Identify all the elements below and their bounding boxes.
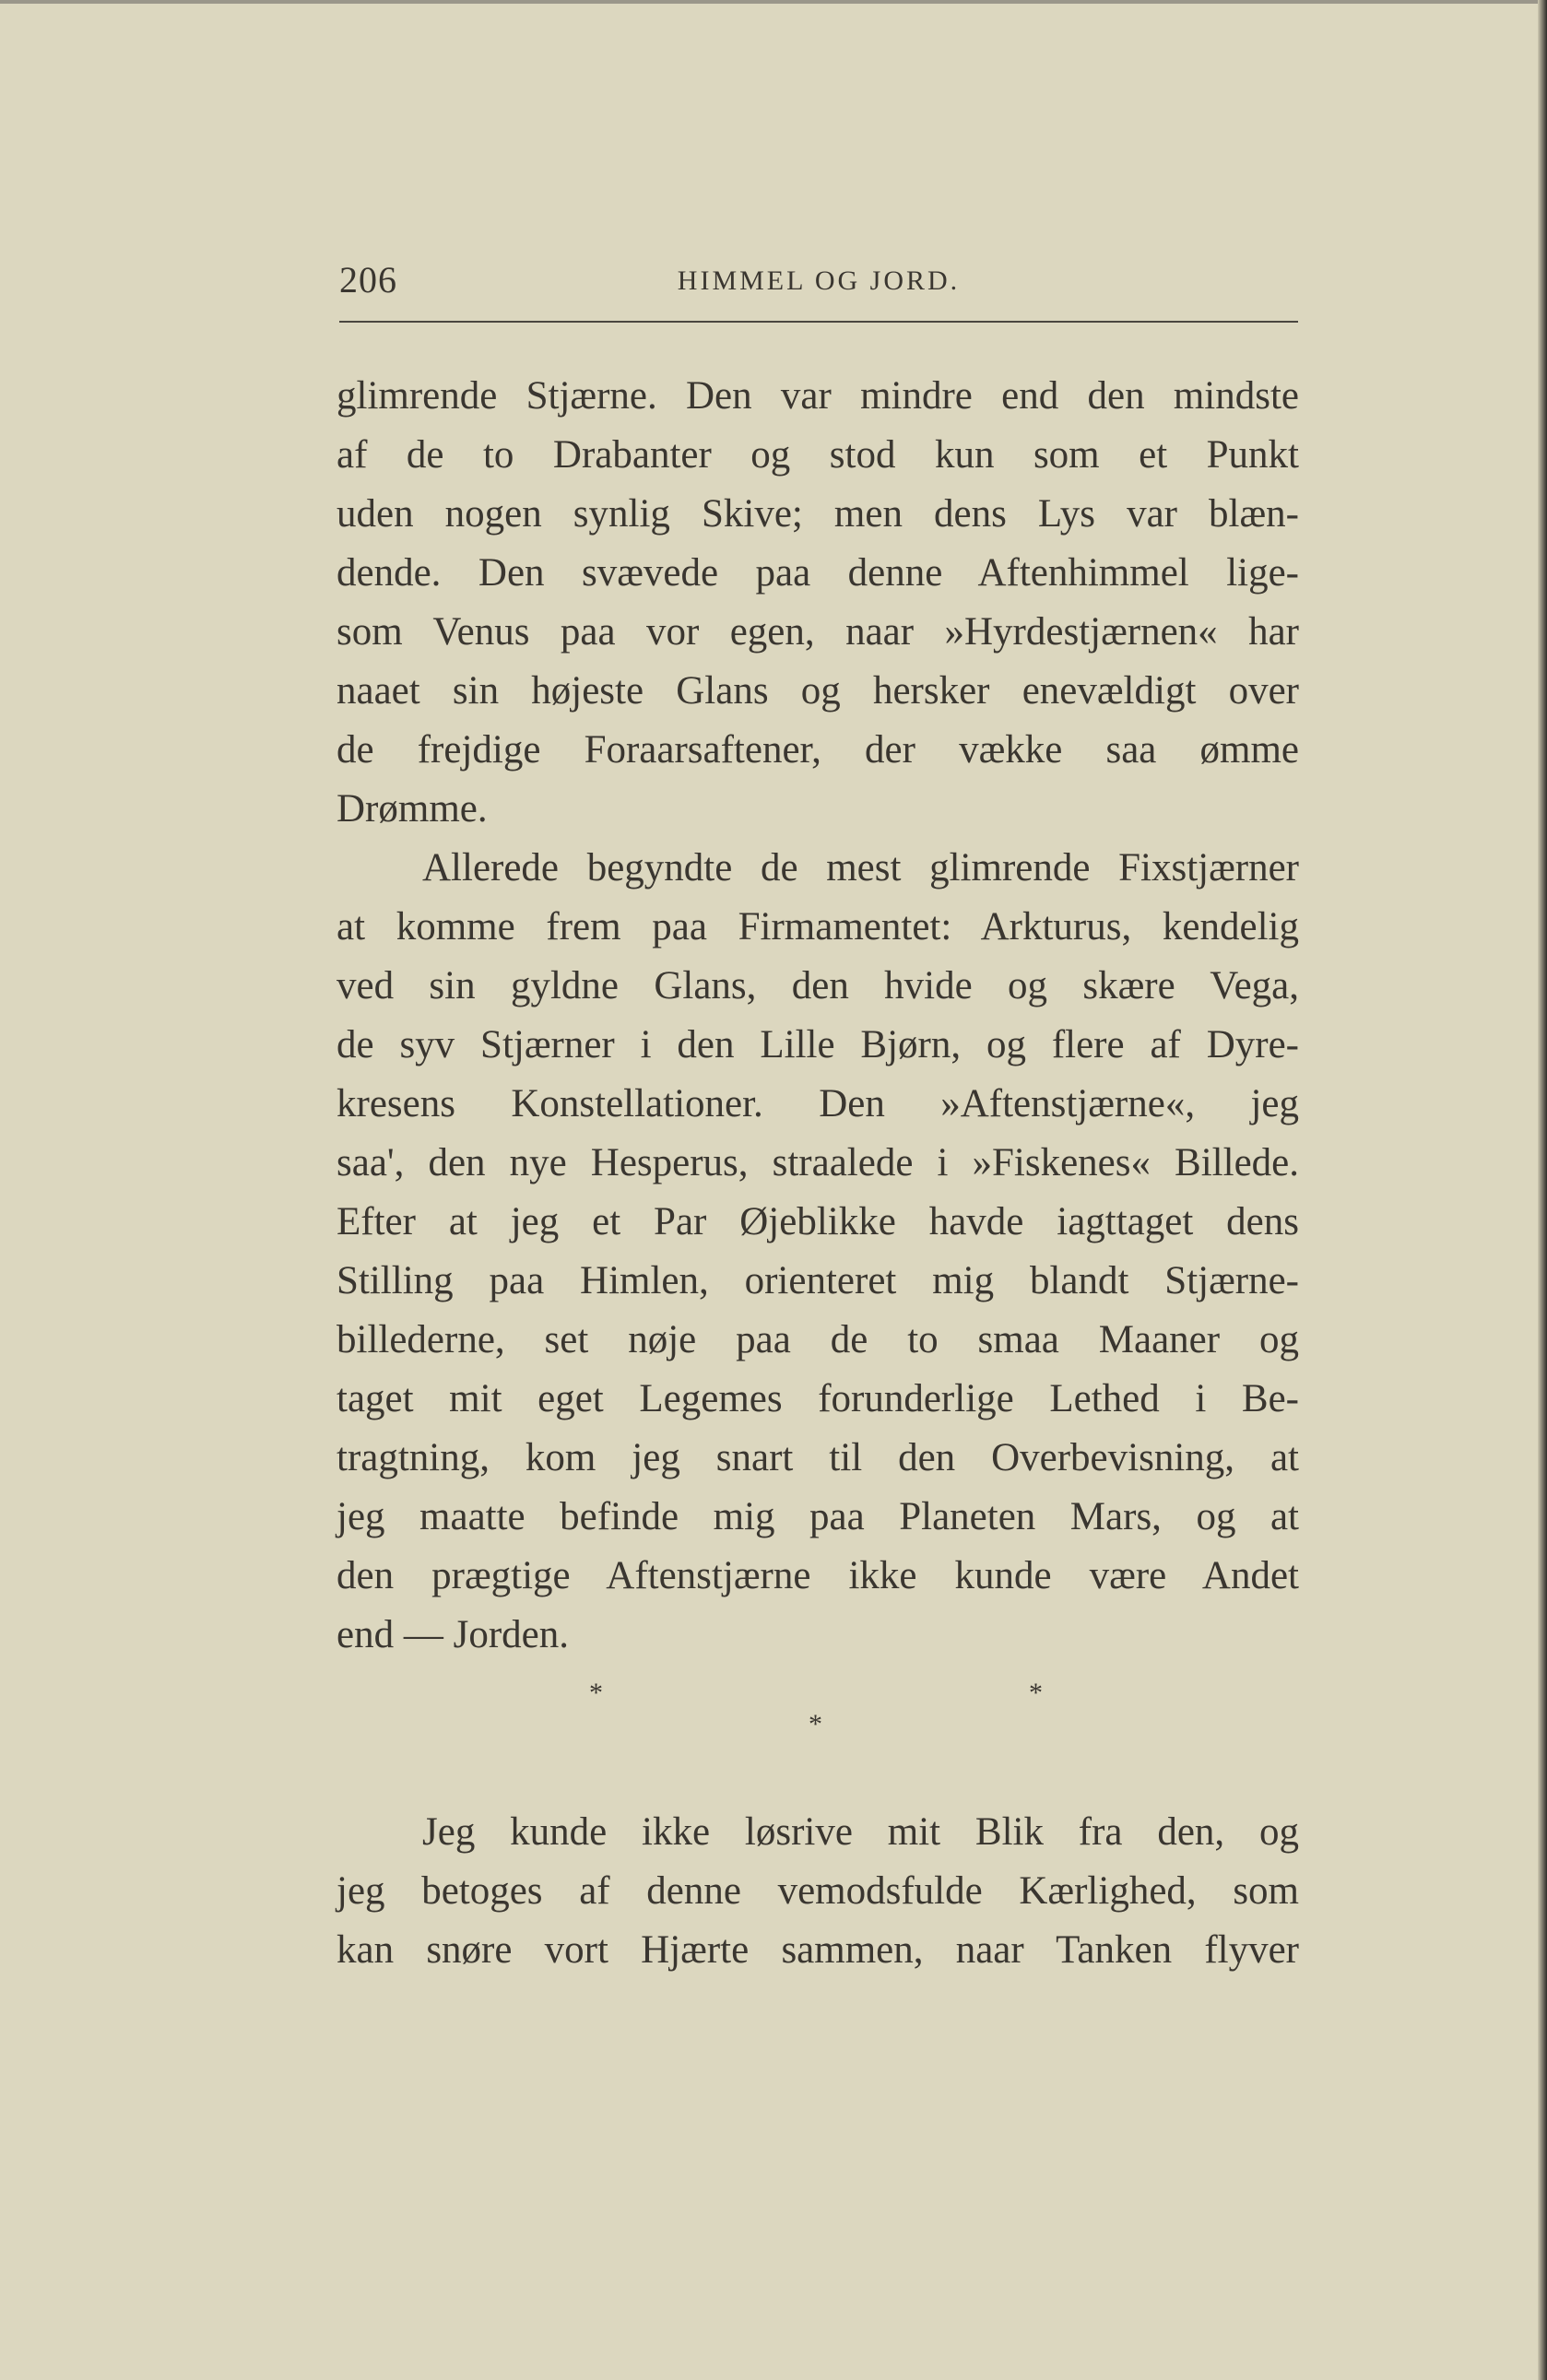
text-line: den prægtige Aftenstjærne ikke kunde være Andet bbox=[337, 1554, 1299, 1597]
text-line: dende. Den svævede paa denne Aftenhimmel lige- bbox=[337, 551, 1299, 595]
asterisk: * bbox=[589, 1678, 603, 1708]
section-separator bbox=[337, 1665, 1299, 1803]
text-line: Drømme. bbox=[337, 787, 488, 831]
text-line: som Venus paa vor egen, naar »Hyrdestjærnen« har bbox=[337, 610, 1299, 654]
running-title: HIMMEL OG JORD. bbox=[677, 265, 961, 296]
paragraph-3 bbox=[337, 1803, 1299, 1980]
text-line: end — Jorden. bbox=[337, 1613, 569, 1656]
page-number: 206 bbox=[339, 259, 397, 300]
asterisk: * bbox=[1029, 1678, 1043, 1708]
text-line: de syv Stjærner i den Lille Bjørn, og flere af Dyre- bbox=[337, 1023, 1299, 1066]
text-line: jeg maatte befinde mig paa Planeten Mars, og at bbox=[337, 1495, 1299, 1538]
text-line: naaet sin højeste Glans og hersker enevældigt over bbox=[337, 669, 1299, 713]
text-line: Jeg kunde ikke løsrive mit Blik fra den, og bbox=[422, 1810, 1299, 1854]
text-line: kresens Konstellationer. Den »Aftenstjærne«, jeg bbox=[337, 1082, 1299, 1125]
text-line: glimrende Stjærne. Den var mindre end den mindste bbox=[337, 374, 1299, 418]
text-line: Allerede begyndte de mest glimrende Fixstjærner bbox=[422, 846, 1299, 890]
text-line: de frejdige Foraarsaftener, der vække saa ømme bbox=[337, 728, 1299, 772]
paragraph-2 bbox=[337, 839, 1299, 1665]
text-line: taget mit eget Legemes forunderlige Lethed i Be- bbox=[337, 1377, 1299, 1420]
text-line: ved sin gyldne Glans, den hvide og skære Vega, bbox=[337, 964, 1299, 1007]
text-line: saa', den nye Hesperus, straalede i »Fiskenes« Billede. bbox=[337, 1141, 1299, 1184]
text-line: Stilling paa Himlen, orienteret mig blandt Stjærne- bbox=[337, 1259, 1299, 1302]
text-line: uden nogen synlig Skive; men dens Lys var blæn- bbox=[337, 492, 1299, 536]
text-line: jeg betoges af denne vemodsfulde Kærlighed, som bbox=[337, 1869, 1299, 1913]
header-rule bbox=[339, 321, 1298, 323]
asterisk: * bbox=[809, 1709, 822, 1739]
body-text bbox=[337, 367, 1299, 1980]
text-line: billederne, set nøje paa de to smaa Maaner og bbox=[337, 1318, 1299, 1361]
text-line: af de to Drabanter og stod kun som et Punkt bbox=[337, 433, 1299, 477]
text-line: at komme frem paa Firmamentet: Arkturus, kendelig bbox=[337, 905, 1299, 948]
text-line: kan snøre vort Hjærte sammen, naar Tanken flyver bbox=[337, 1928, 1299, 1972]
page-top-edge bbox=[0, 0, 1547, 4]
text-line: tragtning, kom jeg snart til den Overbevisning, at bbox=[337, 1436, 1299, 1479]
page-header bbox=[339, 249, 1298, 304]
paragraph-1 bbox=[337, 367, 1299, 839]
page-right-edge bbox=[1538, 0, 1547, 2380]
text-line: Efter at jeg et Par Øjeblikke havde iagttaget dens bbox=[337, 1200, 1299, 1243]
